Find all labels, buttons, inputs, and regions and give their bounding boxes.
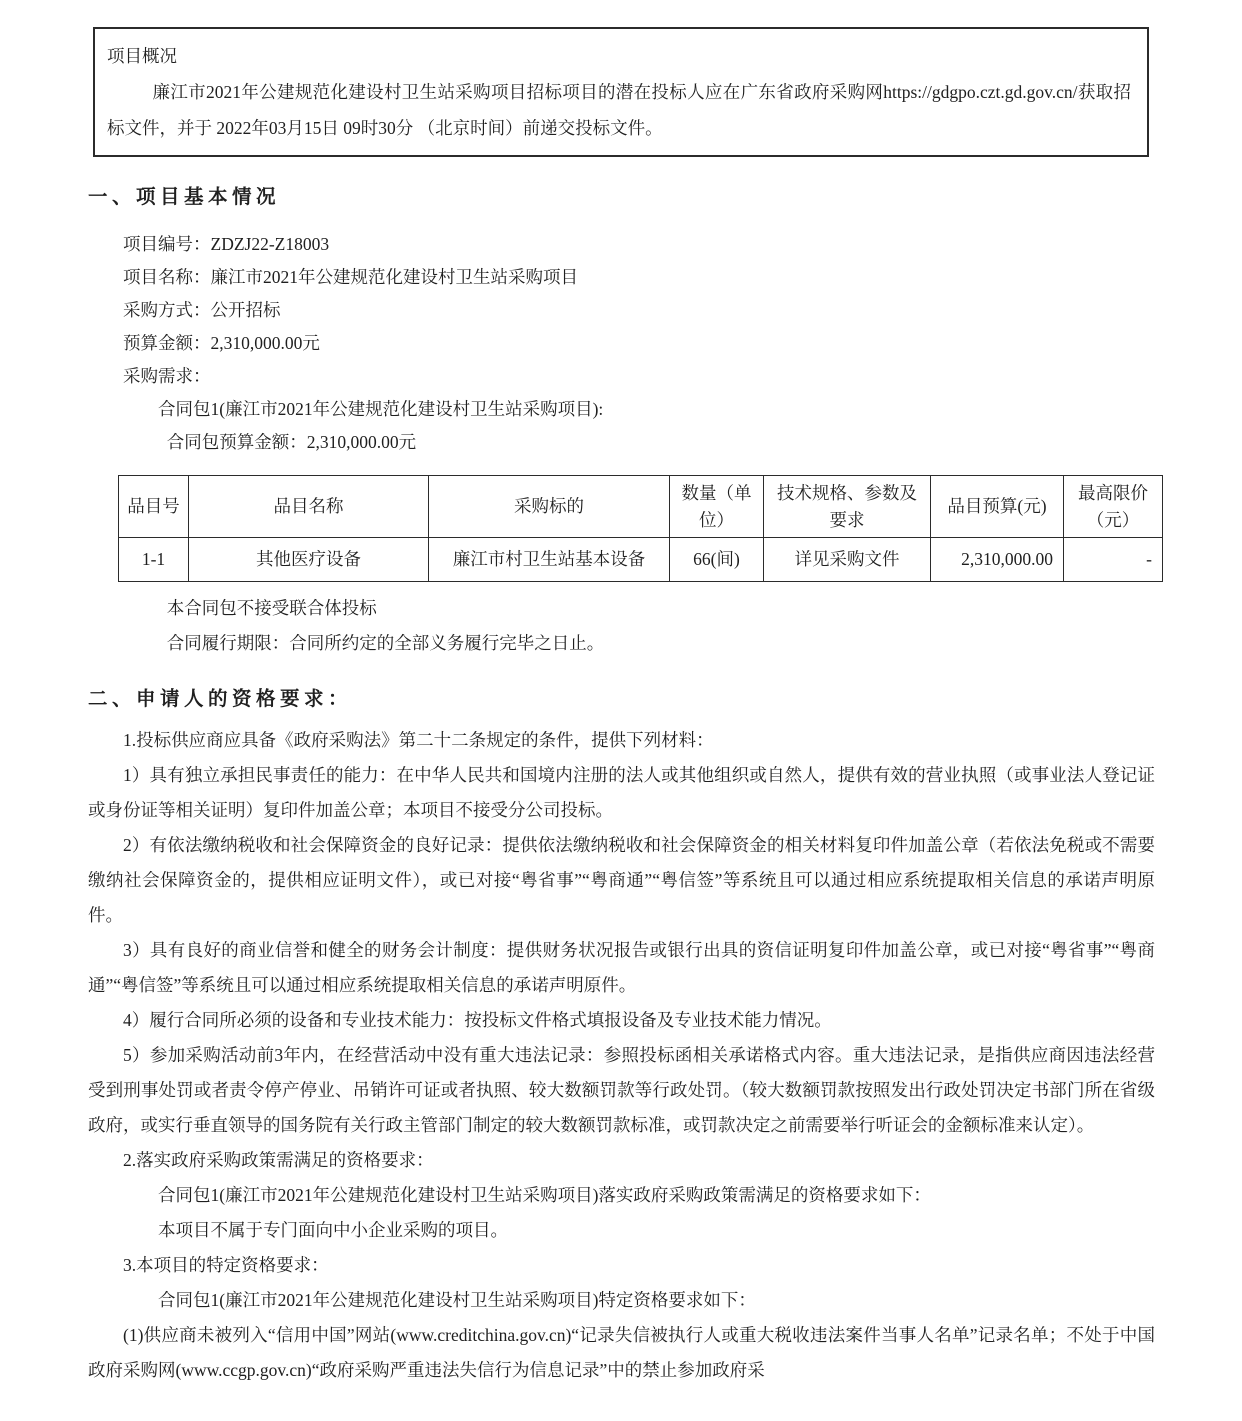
col-header-item-name: 品目名称 bbox=[189, 476, 429, 538]
col-header-max-price: 最高限价（元） bbox=[1064, 476, 1163, 538]
project-basic-info bbox=[88, 228, 1155, 459]
overview-body: 廉江市2021年公建规范化建设村卫生站采购项目招标项目的潜在投标人应在广东省政府采购网https://gdgpo.czt.gd.gov.cn/获取招标文件，并于 2022年03月15日 09时30分 （北京时间）前递交投标文件。 bbox=[107, 82, 1131, 138]
col-header-quantity: 数量（单位） bbox=[670, 476, 764, 538]
para-materials-intro: 1.投标供应商应具备《政府采购法》第二十二条规定的条件，提供下列材料： bbox=[123, 730, 714, 750]
para-equipment-capability: 4）履行合同所必须的设备和专业技术能力：按投标文件格式填报设备及专业技术能力情况。 bbox=[123, 1010, 832, 1030]
para-specific-contract-package: 合同包1(廉江市2021年公建规范化建设村卫生站采购项目)特定资格要求如下： bbox=[158, 1290, 756, 1310]
para-civil-liability: 1）具有独立承担民事责任的能力：在中华人民共和国境内注册的法人或其他组织或自然人，提供有效的营业执照（或事业法人登记证或身份证等相关证明）复印件加盖公章；本项目不接受分公司投标。 bbox=[88, 765, 1155, 820]
col-header-item-budget: 品目预算(元) bbox=[931, 476, 1064, 538]
note-contract-term: 合同履行期限：合同所约定的全部义务履行完毕之日止。 bbox=[166, 633, 605, 653]
cell-item-budget: 2,310,000.00 bbox=[931, 538, 1064, 582]
cell-quantity: 66(间) bbox=[670, 538, 764, 582]
contract-package-budget-line: 合同包预算金额：2,310,000.00元 bbox=[166, 432, 417, 452]
cell-item-name: 其他医疗设备 bbox=[189, 538, 429, 582]
para-financial-credit: 3）具有良好的商业信誉和健全的财务会计制度：提供财务状况报告或银行出具的资信证明复印件加盖公章，或已对接“粤省事”“粤商通”“粤信签”等系统且可以通过相应系统提取相关信息的承诺声明原件。 bbox=[88, 940, 1155, 995]
para-policy-contract-package: 合同包1(廉江市2021年公建规范化建设村卫生站采购项目)落实政府采购政策需满足的资格要求如下： bbox=[158, 1185, 931, 1205]
qualification-requirements bbox=[88, 723, 1155, 1388]
para-no-major-violation: 5）参加采购活动前3年内，在经营活动中没有重大违法记录：参照投标函相关承诺格式内容。重大违法记录，是指供应商因违法经营受到刑事处罚或者责令停产停业、吊销许可证或者执照、较大数额罚款等行政处罚。（较大数额罚款按照发出行政处罚决定书部门所在省级政府，或实行垂直领导的国务院有关行政主管部门制定的较大数额罚款标准，或罚款决定之前需要举行听证会的金额标准来认定）。 bbox=[88, 1045, 1155, 1135]
col-header-tech-specs: 技术规格、参数及要求 bbox=[764, 476, 931, 538]
field-procurement-demand: 采购需求： bbox=[123, 366, 211, 386]
table-header-row bbox=[119, 476, 1163, 538]
para-policy-requirements: 2.落实政府采购政策需满足的资格要求： bbox=[123, 1150, 434, 1170]
project-overview-box bbox=[93, 27, 1149, 157]
para-tax-social-security: 2）有依法缴纳税收和社会保障资金的良好记录：提供依法缴纳税收和社会保障资金的相关材料复印件加盖公章（若依法免税或不需要缴纳社会保障资金的，提供相应证明文件），或已对接“粤省事”“粤商通”“粤信签”等系统且可以通过相应系统提取相关信息的承诺声明原件。 bbox=[88, 835, 1155, 925]
para-credit-china: (1)供应商未被列入“信用中国”网站(www.creditchina.gov.cn)“记录失信被执行人或重大税收违法案件当事人名单”记录名单；不处于中国政府采购网(www.ccgp.gov.cn)“政府采购严重违法失信行为信息记录”中的禁止参加政府采 bbox=[88, 1325, 1155, 1380]
section2-heading: 二、申请人的资格要求： bbox=[88, 689, 353, 710]
procurement-items-table bbox=[118, 475, 1163, 582]
para-specific-requirements: 3.本项目的特定资格要求： bbox=[123, 1255, 329, 1275]
section1-heading: 一、项目基本情况 bbox=[88, 187, 281, 208]
field-project-name: 项目名称：廉江市2021年公建规范化建设村卫生站采购项目 bbox=[123, 267, 578, 287]
para-not-sme-project: 本项目不属于专门面向中小企业采购的项目。 bbox=[158, 1220, 508, 1240]
cell-procurement-subject: 廉江市村卫生站基本设备 bbox=[429, 538, 670, 582]
cell-max-price: - bbox=[1064, 538, 1163, 582]
overview-title: 项目概况 bbox=[107, 46, 177, 66]
field-procurement-method: 采购方式：公开招标 bbox=[123, 300, 281, 320]
col-header-item-no: 品目号 bbox=[119, 476, 189, 538]
field-budget-amount: 预算金额：2,310,000.00元 bbox=[123, 333, 320, 353]
table-row bbox=[119, 538, 1163, 582]
cell-tech-specs: 详见采购文件 bbox=[764, 538, 931, 582]
contract-package-line: 合同包1(廉江市2021年公建规范化建设村卫生站采购项目): bbox=[158, 399, 604, 419]
col-header-procurement-subject: 采购标的 bbox=[429, 476, 670, 538]
cell-item-no: 1-1 bbox=[119, 538, 189, 582]
field-project-number: 项目编号：ZDZJ22-Z18003 bbox=[123, 234, 330, 254]
note-no-consortium: 本合同包不接受联合体投标 bbox=[166, 598, 377, 618]
contract-notes bbox=[88, 591, 1155, 661]
